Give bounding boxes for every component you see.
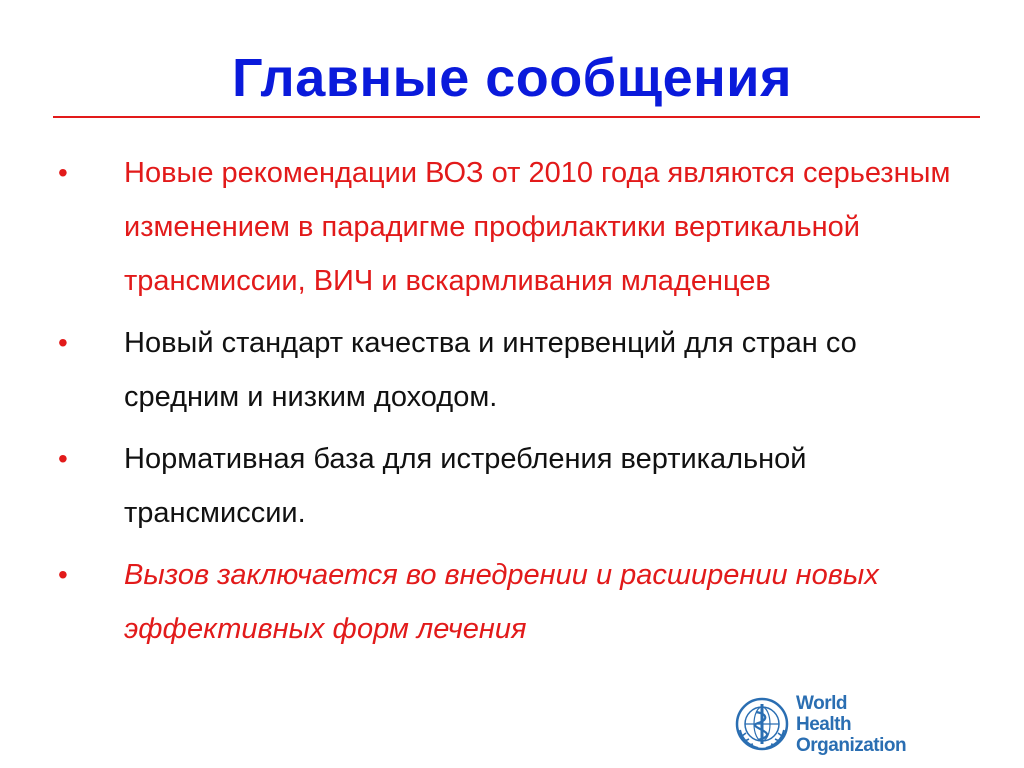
bullet-text: Нормативная база для истребления вертикальной трансмиссии.	[124, 443, 807, 529]
bullet-text: Вызов заключается во внедрении и расширении новых эффективных форм лечения	[124, 559, 879, 645]
bullet-list	[58, 146, 958, 664]
bullet-item-2	[58, 316, 958, 424]
bullet-marker: •	[58, 559, 68, 590]
bullet-item-4	[58, 548, 958, 656]
bullet-item-3	[58, 432, 958, 540]
bullet-marker: •	[58, 443, 68, 474]
bullet-text: Новые рекомендации ВОЗ от 2010 года являются серьезным изменением в парадигме профилактики вертикальной трансмиссии, ВИЧ и вскармливания младенцев	[124, 157, 951, 297]
who-emblem-icon	[734, 696, 790, 752]
who-wordmark	[796, 693, 906, 756]
bullet-marker: •	[58, 157, 68, 188]
who-logo	[734, 692, 907, 756]
bullet-text: Новый стандарт качества и интервенций для стран со средним и низким доходом.	[124, 327, 857, 413]
title-divider	[53, 116, 980, 118]
slide-title: Главные сообщения	[232, 48, 792, 108]
bullet-item-1	[58, 146, 958, 308]
bullet-marker: •	[58, 327, 68, 358]
who-wordmark-line2: Organization	[796, 734, 907, 756]
who-wordmark-line1: World Health	[796, 692, 852, 735]
